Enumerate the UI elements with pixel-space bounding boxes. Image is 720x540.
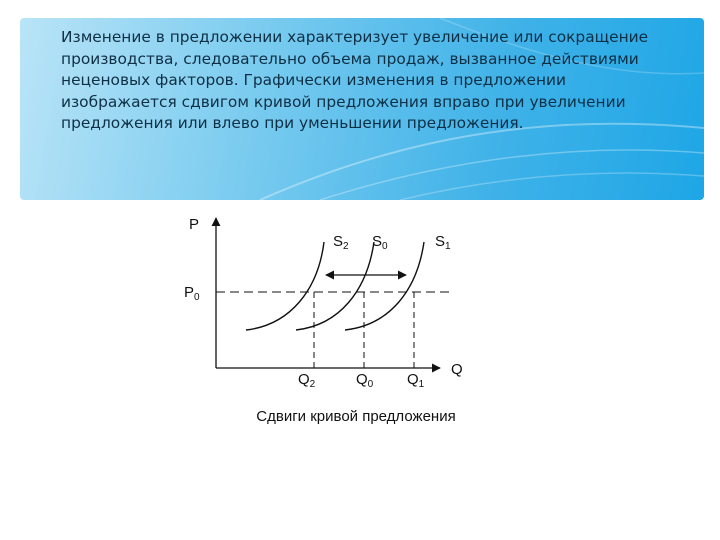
y-axis-label: P <box>189 216 200 233</box>
s2-label: $S_2$ <box>333 233 349 252</box>
p0-label: $P_0$ <box>184 284 200 303</box>
diagram-caption: Сдвиги кривой предложения <box>256 408 456 425</box>
supply-curve-s0 <box>296 242 374 330</box>
supply-curve-s1 <box>345 242 424 330</box>
intro-paragraph: Изменение в предложении характеризует увеличение или сокращение производства, следовательно объема продаж, вызванное действиями неценовых факторов. Графически изменения в предложении изображается сдвигом кривой предложения вправо при увеличении предложения или влево при уменьшении предложения. <box>61 28 649 132</box>
supply-curve-s2 <box>246 242 324 330</box>
s0-label: $S_0$ <box>372 233 388 252</box>
q2-label: $Q_2$ <box>298 371 316 390</box>
x-axis-label: Q <box>451 361 463 378</box>
q1-label: $Q_1$ <box>407 371 425 390</box>
q0-label: $Q_0$ <box>356 371 374 390</box>
s1-label: $S_1$ <box>435 233 451 252</box>
